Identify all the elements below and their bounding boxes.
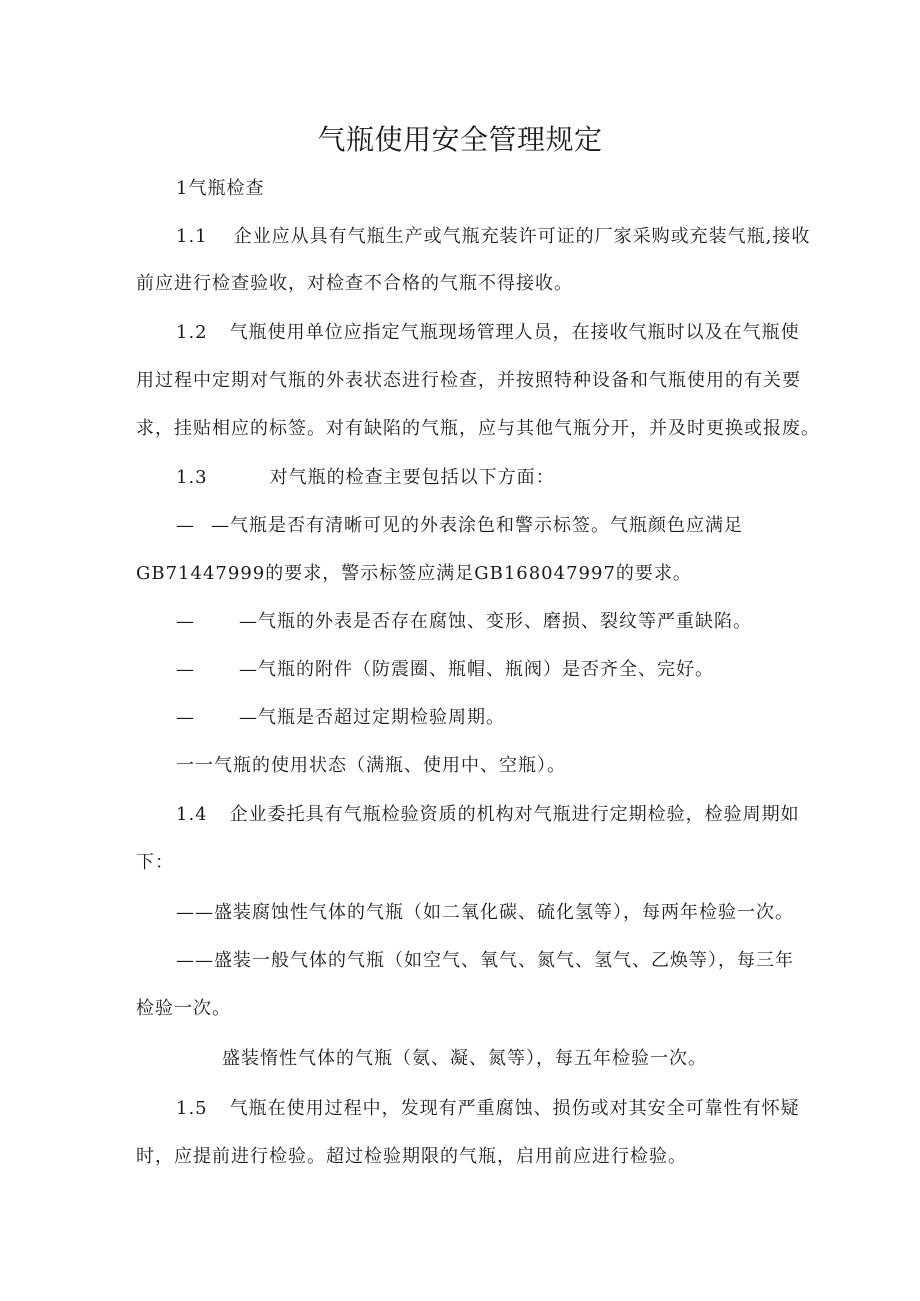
inspection-period-corrosive: ——盛装腐蚀性气体的气瓶（如二氧化碳、硫化氢等），每两年检验一次。 (176, 902, 794, 923)
check-item-4 (176, 705, 505, 731)
paragraph-text: 气瓶使用单位应指定气瓶现场管理人员，在接收气瓶时以及在气瓶使 (229, 322, 800, 343)
paragraph-number: 1.5 (176, 1098, 208, 1119)
list-dash: — (176, 659, 195, 680)
paragraph-text: 企业委托具有气瓶检验资质的机构对气瓶进行定期检验，检验周期如 (229, 804, 800, 825)
paragraph-1-4-line-2: 下： (136, 852, 174, 873)
paragraph-1-5-line-2: 时，应提前进行检验。超过检验期限的气瓶，启用前应进行检验。 (136, 1146, 687, 1167)
paragraph-1-1-line-1 (176, 224, 810, 250)
inspection-period-general-line-1: ——盛装一般气体的气瓶（如空气、氧气、氮气、氢气、乙焕等），每三年 (176, 950, 794, 971)
paragraph-number: 1.2 (176, 322, 208, 343)
paragraph-1-1-line-2: 前应进行检查验收，对检查不合格的气瓶不得接收。 (136, 273, 573, 294)
inspection-period-general-line-2: 检验一次。 (136, 998, 231, 1019)
paragraph-1-5-line-1 (176, 1096, 800, 1122)
section-heading: 1气瓶检查 (176, 178, 265, 199)
document-title: 气瓶使用安全管理规定 (317, 123, 603, 156)
check-item-2 (176, 609, 752, 635)
list-item-text: —气瓶的附件（防震圈、瓶帽、瓶阀）是否齐全、完好。 (239, 659, 714, 680)
check-item-1-line-1 (176, 513, 743, 539)
paragraph-1-2-line-1 (176, 320, 800, 346)
paragraph-number: 1.3 (176, 467, 208, 488)
list-dash: — (176, 515, 195, 536)
paragraph-text: 企业应从具有气瓶生产或气瓶充装许可证的厂家采购或充装气瓶,接收 (233, 226, 811, 247)
paragraph-number: 1.4 (176, 804, 208, 825)
inspection-period-inert: 盛装惰性气体的气瓶（氨、凝、氮等），每五年检验一次。 (222, 1048, 707, 1069)
list-item-text: —气瓶是否超过定期检验周期。 (239, 707, 505, 728)
paragraph-text: 对气瓶的检查主要包括以下方面： (269, 467, 555, 488)
list-dash: — (176, 611, 195, 632)
paragraph-number: 1.1 (176, 226, 208, 247)
list-dash: — (176, 707, 195, 728)
paragraph-1-2-line-3: 求，挂贴相应的标签。对有缺陷的气瓶，应与其他气瓶分开，并及时更换或报废。 (136, 418, 820, 439)
list-item-text: —气瓶的外表是否存在腐蚀、变形、磨损、裂纹等严重缺陷。 (239, 611, 752, 632)
list-item-text: —气瓶是否有清晰可见的外表涂色和警示标签。气瓶颜色应满足 (211, 515, 743, 536)
check-item-5: 一一气瓶的使用状态（满瓶、使用中、空瓶）。 (176, 755, 566, 776)
check-item-3 (176, 657, 714, 683)
paragraph-1-4-line-1 (176, 802, 800, 828)
paragraph-text: 气瓶在使用过程中，发现有严重腐蚀、损伤或对其安全可靠性有怀疑 (229, 1098, 800, 1119)
paragraph-1-2-line-2: 用过程中定期对气瓶的外表状态进行检查，并按照特种设备和气瓶使用的有关要 (136, 370, 801, 391)
paragraph-1-3-intro (176, 465, 555, 491)
check-item-1-line-2: GB71447999的要求，警示标签应满足GB168047997的要求。 (136, 563, 692, 584)
